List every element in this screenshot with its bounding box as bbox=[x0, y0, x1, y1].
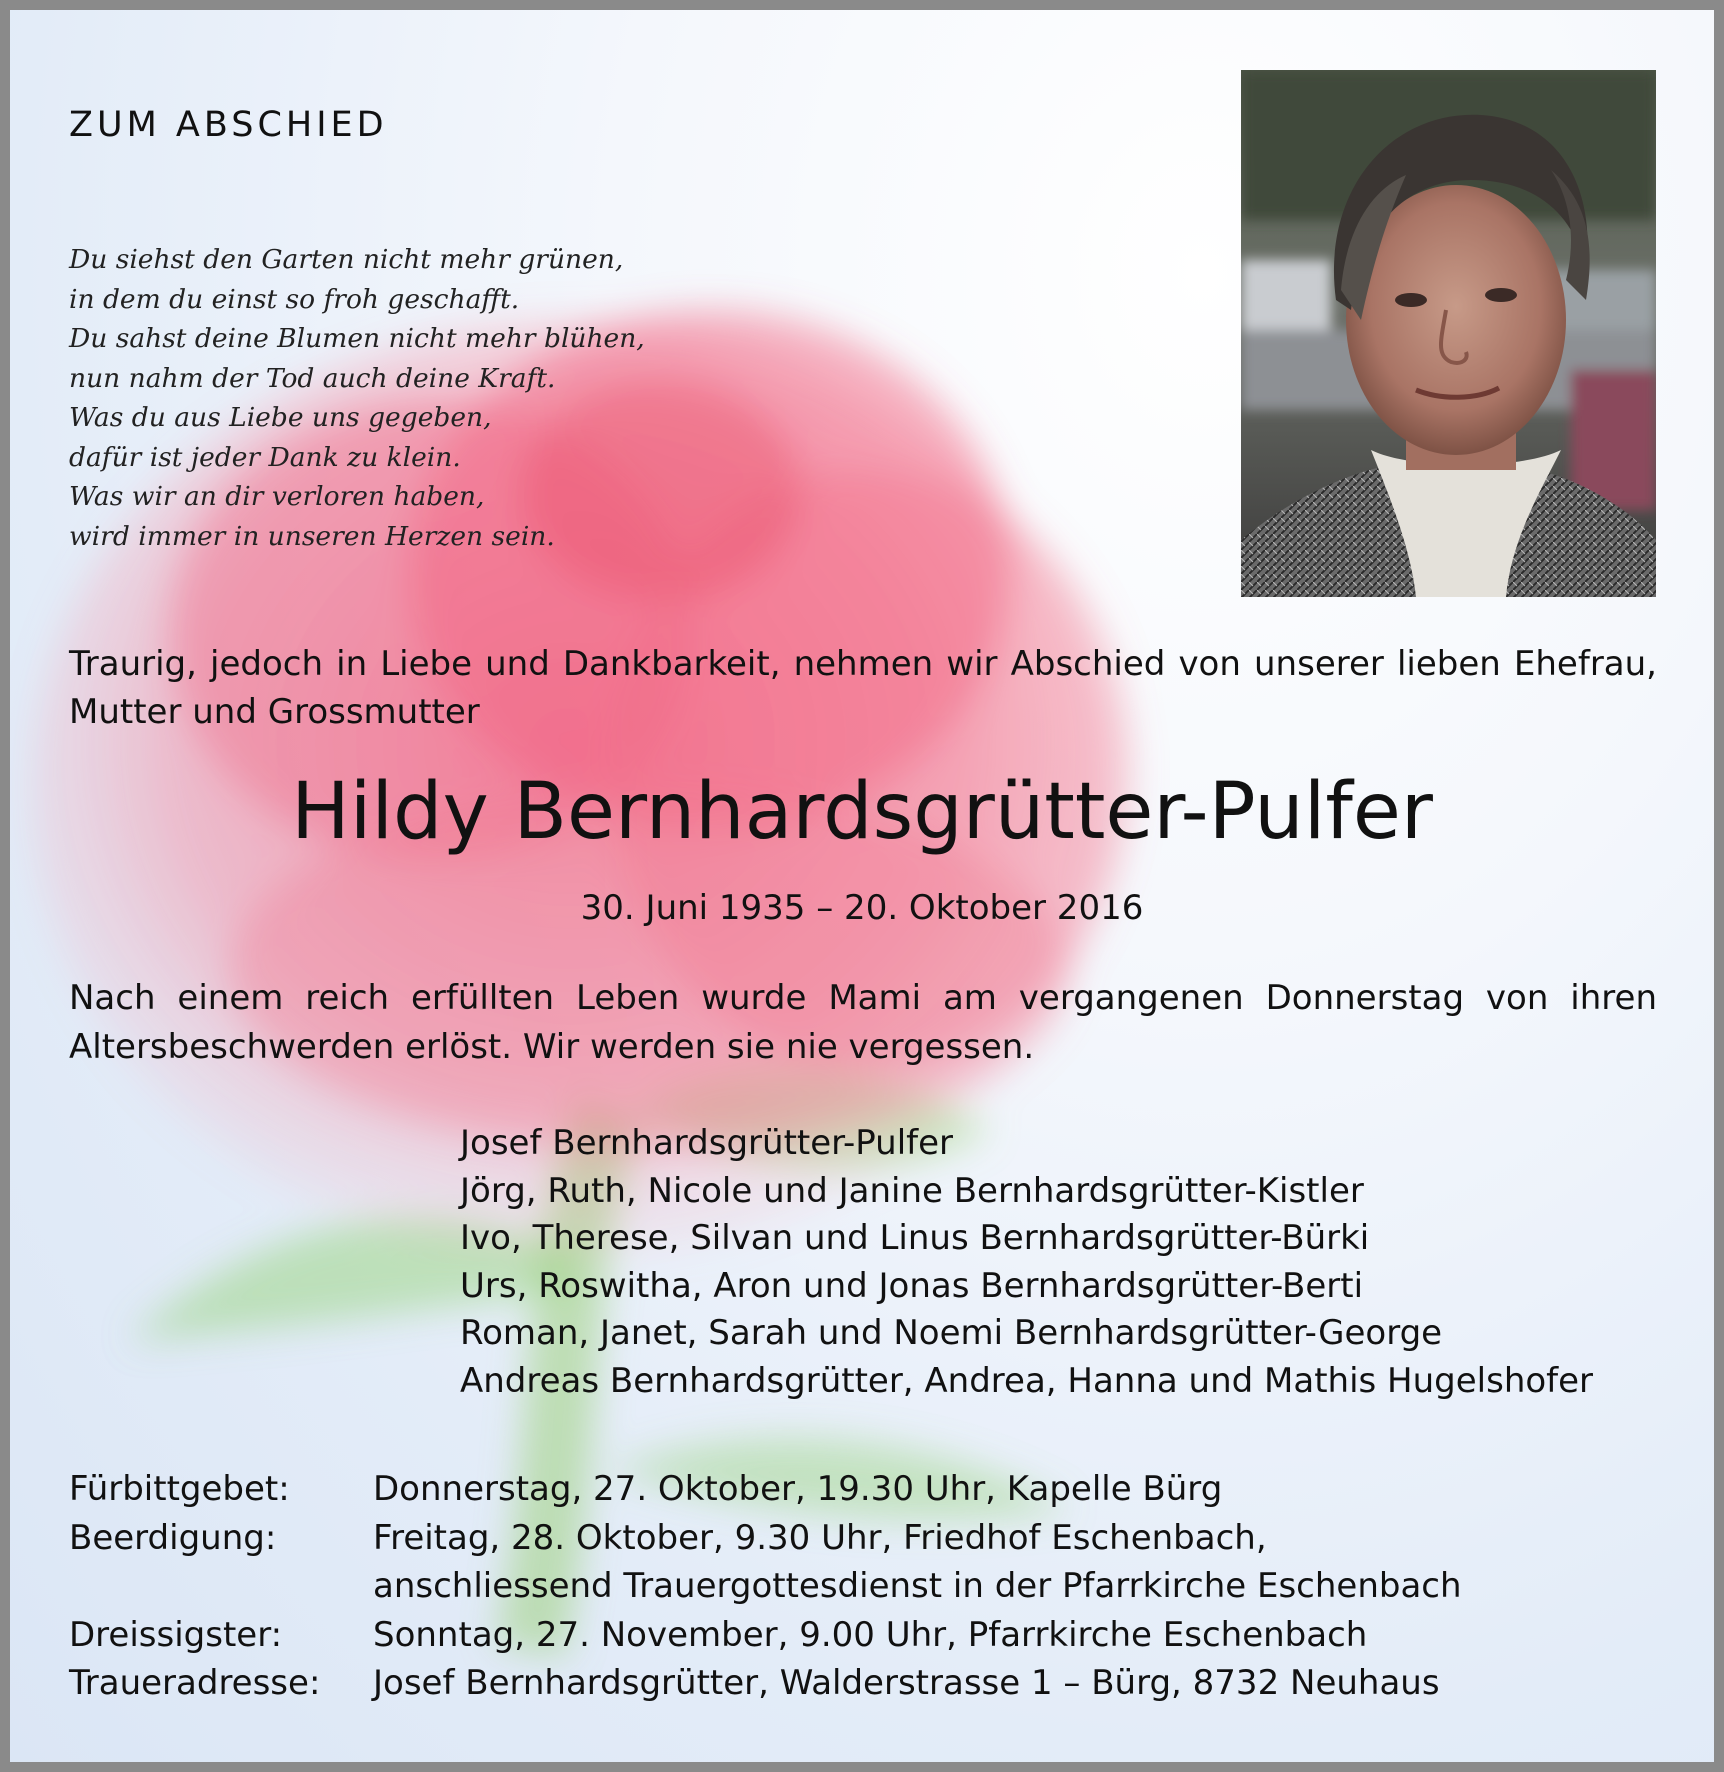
family-member: Josef Bernhardsgrütter-Pulfer bbox=[460, 1123, 953, 1163]
event-row-traueradresse bbox=[69, 1659, 1462, 1708]
poem-line: Was wir an dir verloren haben, bbox=[69, 481, 485, 512]
poem bbox=[69, 240, 869, 556]
poem-line: nun nahm der Tod auch deine Kraft. bbox=[69, 362, 556, 394]
poem-line: Du sahst deine Blumen nicht mehr blühen, bbox=[69, 323, 645, 354]
event-label: Dreissigster: bbox=[69, 1614, 283, 1655]
event-detail: Donnerstag, 27. Oktober, 19.30 Uhr, Kapelle Bürg bbox=[373, 1469, 1223, 1509]
obituary-card bbox=[10, 10, 1714, 1762]
family-member: Roman, Janet, Sarah und Noemi Bernhardsgrütter-George bbox=[460, 1313, 1443, 1353]
life-dates: 30. Juni 1935 – 20. Oktober 2016 bbox=[580, 888, 1144, 928]
event-detail: anschliessend Trauergottesdienst in der Pfarrkirche Eschenbach bbox=[373, 1566, 1462, 1606]
poem-line: in dem du einst so froh geschafft. bbox=[69, 283, 520, 315]
family-member: Ivo, Therese, Silvan und Linus Bernhardsgrütter-Bürki bbox=[460, 1218, 1370, 1258]
event-details bbox=[69, 1465, 1462, 1708]
deceased-name: Hildy Bernhardsgrütter-Pulfer bbox=[291, 767, 1433, 857]
event-detail: Sonntag, 27. November, 9.00 Uhr, Pfarrkirche Eschenbach bbox=[373, 1614, 1368, 1655]
family-list bbox=[460, 1120, 1593, 1405]
event-detail: Josef Bernhardsgrütter, Walderstrasse 1 – Bürg, 8732 Neuhaus bbox=[373, 1663, 1440, 1703]
family-member: Urs, Roswitha, Aron und Jonas Bernhardsgrütter-Berti bbox=[460, 1265, 1364, 1306]
event-row-fuerbittgebet bbox=[69, 1465, 1462, 1514]
event-label: Beerdigung: bbox=[69, 1517, 277, 1558]
family-member: Jörg, Ruth, Nicole und Janine Bernhardsgrütter-Kistler bbox=[460, 1170, 1364, 1211]
heading-zum-abschied: ZUM ABSCHIED bbox=[69, 105, 388, 145]
intro-text: Traurig, jedoch in Liebe und Dankbarkeit, nehmen wir Abschied von unserer lieben Ehefrau, Mutter und Grossmutter bbox=[69, 644, 1657, 732]
event-row-dreissigster bbox=[69, 1611, 1462, 1660]
portrait-photo bbox=[1241, 70, 1656, 597]
event-label: Traueradresse: bbox=[69, 1663, 321, 1703]
family-member: Andreas Bernhardsgrütter, Andrea, Hanna und Mathis Hugelshofer bbox=[460, 1360, 1594, 1401]
farewell-message: Nach einem reich erfüllten Leben wurde Mami am vergangenen Donnerstag von ihren Altersbeschwerden erlöst. Wir werden sie nie vergessen. bbox=[69, 978, 1657, 1067]
poem-line: dafür ist jeder Dank zu klein. bbox=[69, 441, 461, 473]
poem-line: Was du aus Liebe uns gegeben, bbox=[69, 402, 492, 433]
poem-line: wird immer in unseren Herzen sein. bbox=[69, 520, 555, 552]
event-row-beerdigung bbox=[69, 1514, 1462, 1611]
event-label: Fürbittgebet: bbox=[69, 1469, 290, 1509]
event-detail: Freitag, 28. Oktober, 9.30 Uhr, Friedhof Eschenbach, bbox=[373, 1517, 1267, 1558]
poem-line: Du siehst den Garten nicht mehr grünen, bbox=[69, 244, 624, 275]
